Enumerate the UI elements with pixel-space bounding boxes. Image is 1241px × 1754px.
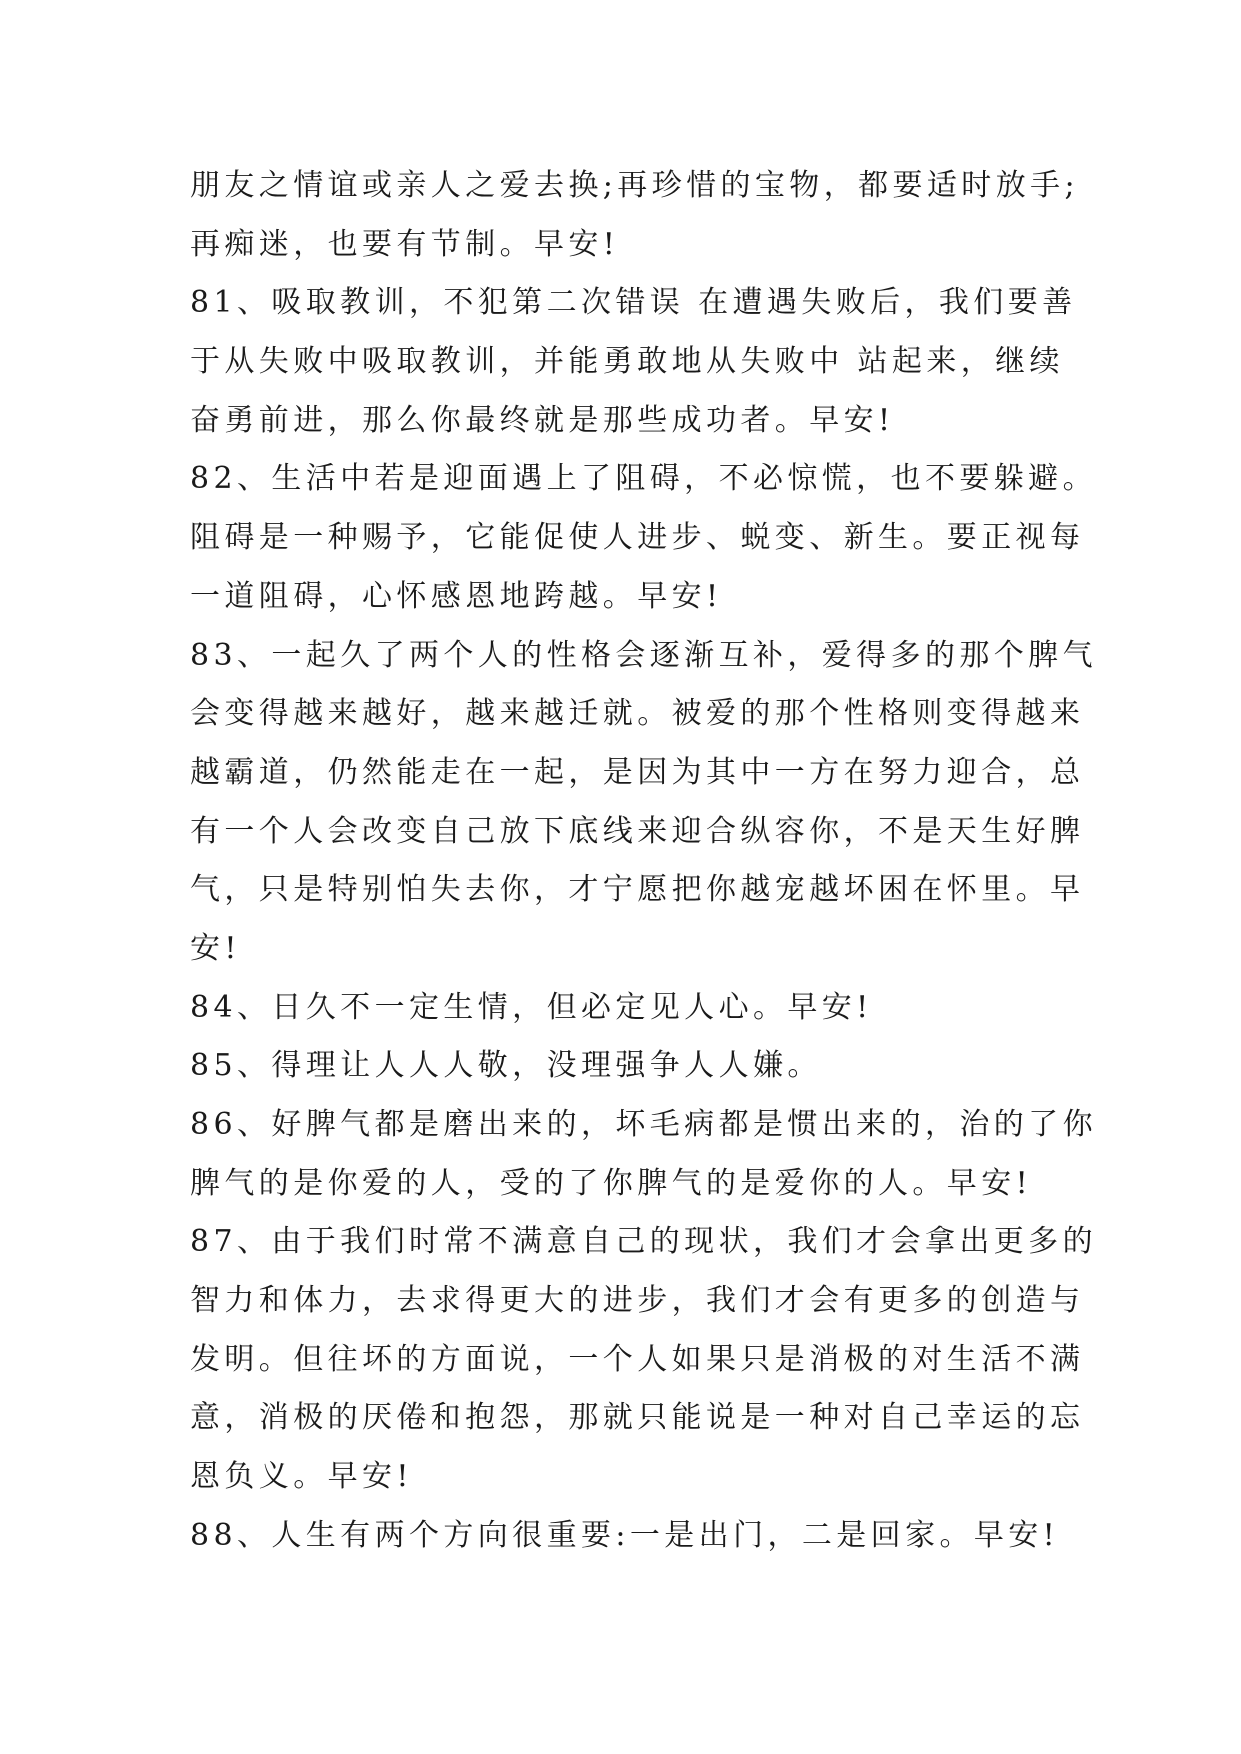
text-line: 82、生活中若是迎面遇上了阻碍，不必惊慌，也不要躲避。 [190, 461, 1097, 497]
text-line: 86、好脾气都是磨出来的，坏毛病都是惯出来的，治的了你 [190, 1107, 1097, 1142]
text-line: 脾气的是你爱的人，受的了你脾气的是爱你的人。早安! [190, 1165, 1033, 1201]
text-line: 发明。但往坏的方面说，一个人如果只是消极的对生活不满 [190, 1341, 1085, 1377]
text-line: 有一个人会改变自己放下底线来迎合纵容你，不是天生好脾 [190, 813, 1085, 849]
text-line: 智力和体力，去求得更大的进步，我们才会有更多的创造与 [190, 1283, 1085, 1319]
text-line: 会变得越来越好，越来越迁就。被爱的那个性格则变得越来 [190, 696, 1085, 732]
text-line: 再痴迷，也要有节制。早安! [190, 226, 620, 262]
text-line: 安! [190, 930, 241, 966]
text-line: 85、得理让人人人敬，没理强争人人嫌。 [190, 1048, 822, 1084]
text-line: 83、一起久了两个人的性格会逐渐互补，爱得多的那个脾气 [190, 637, 1097, 673]
text-line: 81、吸取教训，不犯第二次错误 在遭遇失败后，我们要善 [190, 285, 1077, 321]
text-line: 于从失败中吸取教训，并能勇敢地从失败中 站起来，继续 [190, 344, 1064, 380]
text-line: 气，只是特别怕失去你，才宁愿把你越宠越坏困在怀里。早 [190, 872, 1085, 908]
document-body [190, 157, 1097, 1566]
text-line: 意，消极的厌倦和抱怨，那就只能说是一种对自己幸运的忘 [190, 1400, 1085, 1436]
text-line: 阻碍是一种赐予，它能促使人进步、蜕变、新生。要正视每 [190, 520, 1085, 556]
text-line: 87、由于我们时常不满意自己的现状，我们才会拿出更多的 [190, 1224, 1097, 1260]
text-line: 朋友之情谊或亲人之爱去换;再珍惜的宝物，都要适时放手; [190, 168, 1080, 203]
text-line: 奋勇前进，那么你最终就是那些成功者。早安! [190, 402, 895, 438]
text-line: 恩负义。早安! [190, 1459, 413, 1495]
text-line: 84、日久不一定生情，但必定见人心。早安! [190, 989, 873, 1025]
text-line: 越霸道，仍然能走在一起，是因为其中一方在努力迎合，总 [190, 754, 1085, 790]
text-line: 88、人生有两个方向很重要:一是出门，二是回家。早安! [190, 1517, 1060, 1553]
text-line: 一道阻碍，心怀感恩地跨越。早安! [190, 578, 723, 614]
